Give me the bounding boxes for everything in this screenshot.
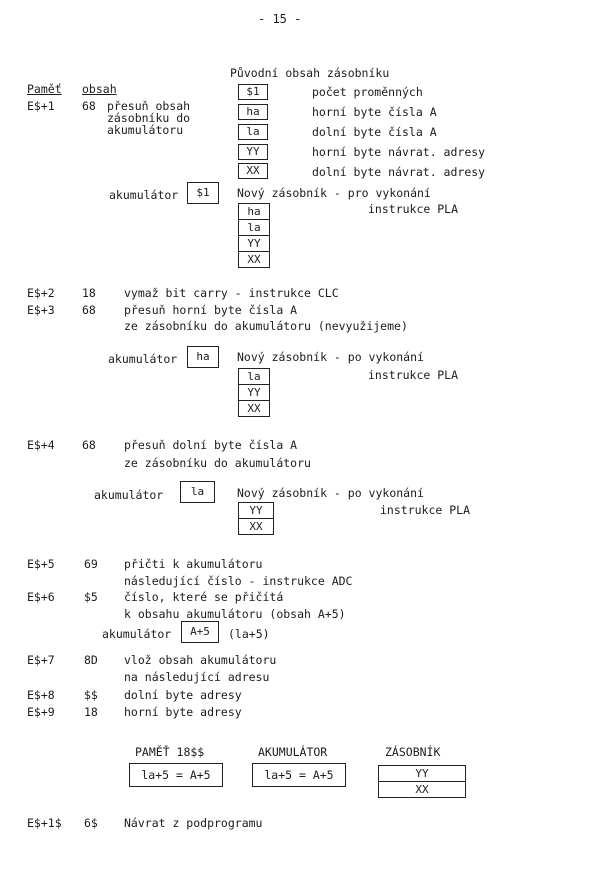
row-opcode: 68 bbox=[82, 303, 96, 317]
row-description: k obsahu akumulátoru (obsah A+5) bbox=[124, 607, 346, 621]
stack-cell: $1 bbox=[238, 84, 268, 100]
stack-note: počet proměnných bbox=[312, 85, 423, 99]
stack-cell: la bbox=[239, 220, 269, 236]
row-address: E$+9 bbox=[27, 705, 55, 719]
new-stack bbox=[238, 368, 270, 417]
accumulator-value: A+5 bbox=[181, 621, 219, 643]
final-stack bbox=[378, 765, 466, 798]
final-memory-label: PAMĚŤ 18$$ bbox=[135, 745, 205, 759]
accumulator-label: akumulátor bbox=[102, 627, 172, 641]
row-address: E$+5 bbox=[27, 557, 55, 571]
stack-cell: XX bbox=[249, 520, 263, 533]
row-address: E$+8 bbox=[27, 688, 55, 702]
row-address: E$+1$ bbox=[27, 816, 62, 830]
row-description: číslo, které se přičítá bbox=[124, 590, 284, 604]
stack-cell: YY bbox=[239, 236, 269, 252]
row-opcode: $$ bbox=[84, 688, 98, 702]
row-opcode: 8D bbox=[84, 653, 98, 667]
row-description: vlož obsah akumulátoru bbox=[124, 653, 277, 667]
row-opcode: 18 bbox=[82, 286, 96, 300]
stack-cell: YY bbox=[239, 385, 269, 401]
row-opcode: 69 bbox=[84, 557, 98, 571]
instruction-note: instrukce PLA bbox=[368, 202, 459, 216]
stack-cell: XX bbox=[238, 163, 268, 179]
stack-title: Původní obsah zásobníku bbox=[230, 66, 390, 80]
final-accumulator-label: AKUMULÁTOR bbox=[258, 745, 328, 759]
col-content-header: obsah bbox=[82, 82, 117, 96]
row-description: přičti k akumulátoru bbox=[124, 557, 263, 571]
final-accumulator-value: la+5 = A+5 bbox=[252, 763, 346, 787]
stack-cell: XX bbox=[415, 783, 429, 796]
new-stack-label: Nový zásobník - po vykonání bbox=[237, 486, 424, 500]
stack-note: dolní byte návrat. adresy bbox=[312, 165, 486, 179]
page-number: - 15 - bbox=[258, 12, 302, 26]
stack-cell: YY bbox=[238, 144, 268, 160]
stack-cell: ha bbox=[239, 204, 269, 220]
row-description: přesuň dolní byte čísla A bbox=[124, 438, 298, 452]
row-address: E$+1 bbox=[27, 99, 55, 113]
row-opcode: 68 bbox=[82, 99, 96, 113]
row-description: přesuň horní byte čísla A bbox=[124, 303, 298, 317]
stack-note: horní byte návrat. adresy bbox=[312, 145, 486, 159]
row-address: E$+3 bbox=[27, 303, 55, 317]
accumulator-value: la bbox=[180, 481, 215, 503]
stack-cell: YY bbox=[239, 503, 273, 519]
new-stack bbox=[238, 203, 270, 268]
stack-cell: XX bbox=[247, 253, 261, 266]
row-opcode: 68 bbox=[82, 438, 96, 452]
row-description: ze zásobníku do akumulátoru (nevyužijeme) bbox=[124, 319, 408, 333]
row-opcode: $5 bbox=[84, 590, 98, 604]
row-description: vymaž bit carry - instrukce CLC bbox=[124, 286, 339, 300]
accumulator-label: akumulátor bbox=[108, 352, 178, 366]
row-description: zásobníku do bbox=[107, 111, 191, 125]
accumulator-value: ha bbox=[187, 346, 219, 368]
final-memory-value: la+5 = A+5 bbox=[129, 763, 223, 787]
row-description: ze zásobníku do akumulátoru bbox=[124, 456, 311, 470]
instruction-note: instrukce PLA bbox=[380, 503, 471, 517]
final-stack-label: ZÁSOBNÍK bbox=[385, 745, 441, 759]
row-opcode: 18 bbox=[84, 705, 98, 719]
col-memory-header: Paměť bbox=[27, 82, 62, 96]
row-description: na následující adresu bbox=[124, 670, 270, 684]
row-description: přesuň obsah bbox=[107, 99, 191, 113]
accumulator-note: (la+5) bbox=[228, 627, 270, 641]
row-address: E$+6 bbox=[27, 590, 55, 604]
stack-note: dolní byte čísla A bbox=[312, 125, 437, 139]
new-stack bbox=[238, 502, 274, 535]
row-description: akumulátoru bbox=[107, 123, 184, 137]
row-description: horní byte adresy bbox=[124, 705, 242, 719]
new-stack-label: Nový zásobník - pro vykonání bbox=[237, 186, 431, 200]
instruction-note: instrukce PLA bbox=[368, 368, 459, 382]
stack-cell: YY bbox=[379, 766, 465, 782]
row-opcode: 6$ bbox=[84, 816, 98, 830]
accumulator-value: $1 bbox=[187, 182, 219, 204]
row-description: Návrat z podprogramu bbox=[124, 816, 263, 830]
row-address: E$+2 bbox=[27, 286, 55, 300]
row-description: dolní byte adresy bbox=[124, 688, 242, 702]
accumulator-label: akumulátor bbox=[94, 488, 164, 502]
stack-cell: ha bbox=[238, 104, 268, 120]
row-address: E$+4 bbox=[27, 438, 55, 452]
stack-cell: la bbox=[239, 369, 269, 385]
row-address: E$+7 bbox=[27, 653, 55, 667]
stack-cell: XX bbox=[247, 402, 261, 415]
row-description: následující číslo - instrukce ADC bbox=[124, 574, 353, 588]
new-stack-label: Nový zásobník - po vykonání bbox=[237, 350, 424, 364]
stack-note: horní byte čísla A bbox=[312, 105, 437, 119]
stack-cell: la bbox=[238, 124, 268, 140]
accumulator-label: akumulátor bbox=[109, 188, 179, 202]
